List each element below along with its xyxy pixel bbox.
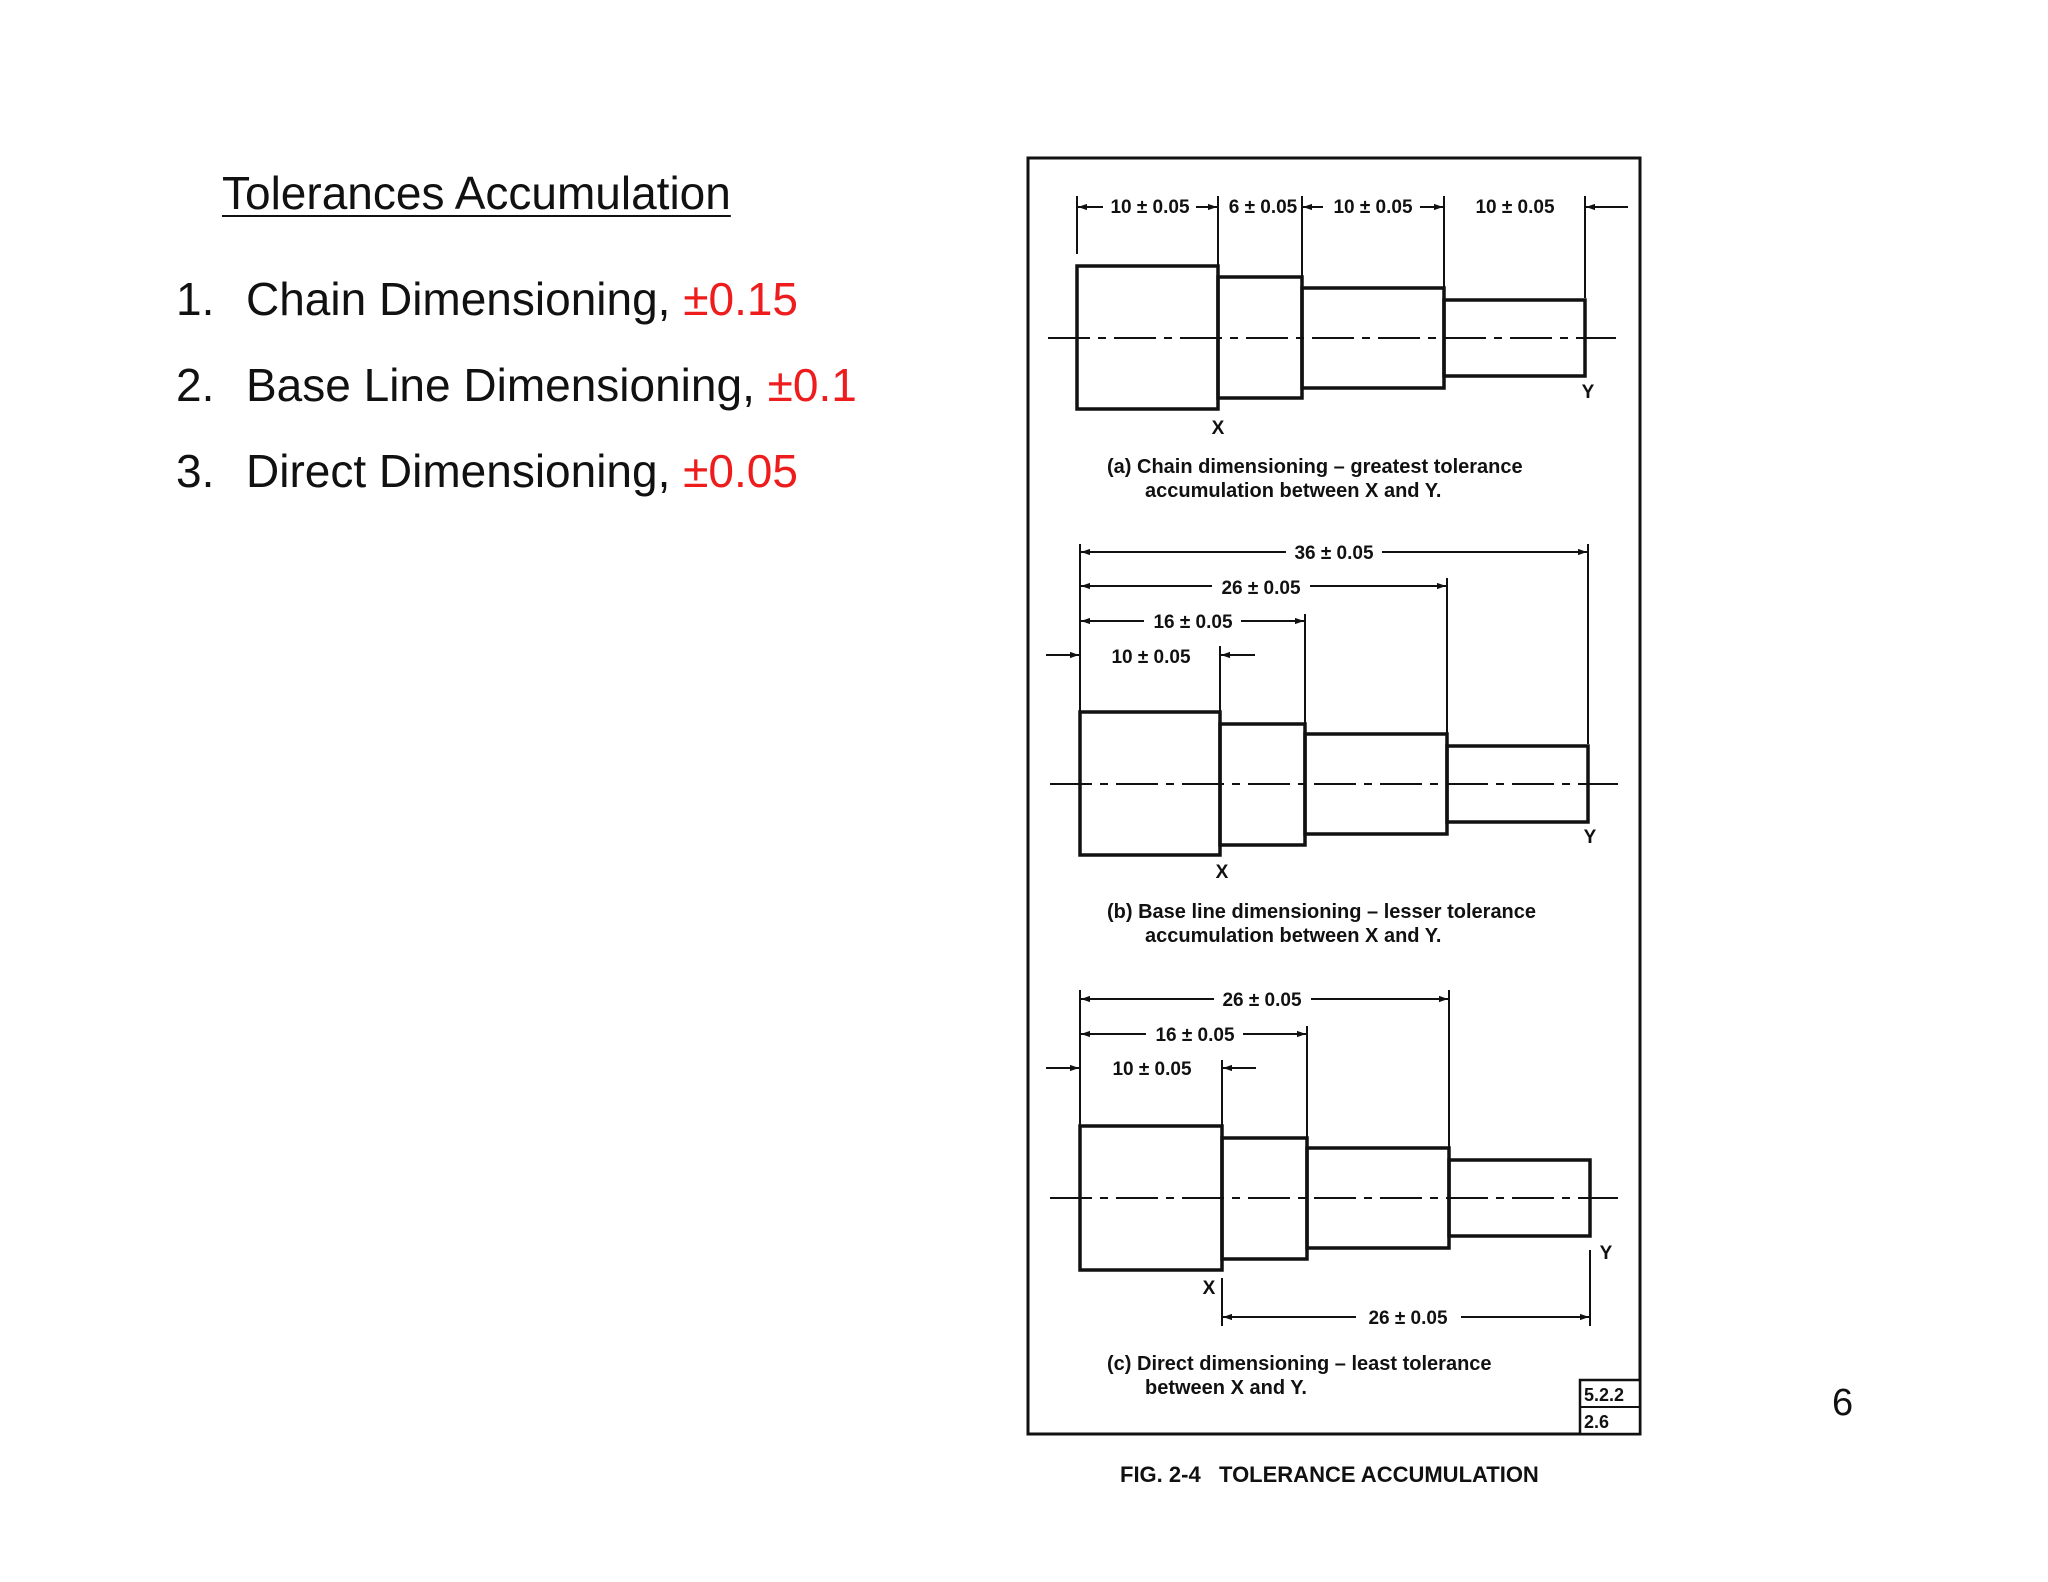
y-label: Y xyxy=(1581,382,1595,403)
panel-b xyxy=(1046,544,1618,855)
slide-title: Tolerances Accumulation xyxy=(222,167,731,219)
caption-line: (a) Chain dimensioning – greatest tolerance xyxy=(1107,456,1523,478)
caption-line: accumulation between X and Y. xyxy=(1145,925,1442,947)
dim-label: 10 ± 0.05 xyxy=(1110,197,1190,218)
reference-box xyxy=(1580,1380,1640,1434)
dim-label: 10 ± 0.05 xyxy=(1333,197,1413,218)
x-label: X xyxy=(1215,862,1229,883)
figure-caption: FIG. 2-4 TOLERANCE ACCUMULATION xyxy=(1120,1462,1539,1487)
panel-c-labels xyxy=(1107,990,1613,1399)
dim-label: 10 ± 0.05 xyxy=(1111,647,1191,668)
item-label: Base Line Dimensioning, xyxy=(246,359,768,411)
item-value: ±0.05 xyxy=(683,445,798,497)
y-label: Y xyxy=(1583,827,1597,848)
dim-label: 26 ± 0.05 xyxy=(1368,1308,1448,1329)
page-number: 6 xyxy=(1832,1382,1854,1424)
x-label: X xyxy=(1211,418,1225,439)
y-label: Y xyxy=(1599,1243,1613,1264)
dimension-arrows xyxy=(1046,552,1587,655)
dim-label: 10 ± 0.05 xyxy=(1112,1059,1192,1080)
caption-line: accumulation between X and Y. xyxy=(1145,480,1442,502)
dim-label: 26 ± 0.05 xyxy=(1221,578,1301,599)
figure-frame xyxy=(1028,158,1640,1434)
dim-label: 36 ± 0.05 xyxy=(1294,543,1374,564)
dim-label: 10 ± 0.05 xyxy=(1475,197,1555,218)
dim-label: 16 ± 0.05 xyxy=(1153,612,1233,633)
item-number: 1. xyxy=(176,273,215,325)
item-value: ±0.1 xyxy=(767,359,857,411)
item-value: ±0.15 xyxy=(683,273,799,325)
panel-a-labels xyxy=(1107,197,1595,502)
panel-a xyxy=(1048,196,1628,409)
dim-label: 26 ± 0.05 xyxy=(1222,990,1302,1011)
caption-line: (c) Direct dimensioning – least tolerance xyxy=(1107,1353,1492,1375)
ref-top: 5.2.2 xyxy=(1584,1385,1625,1405)
x-label: X xyxy=(1202,1278,1216,1299)
dim-label: 16 ± 0.05 xyxy=(1155,1025,1235,1046)
dim-label: 6 ± 0.05 xyxy=(1228,197,1298,218)
item-number: 2. xyxy=(176,359,215,411)
item-label: Direct Dimensioning, xyxy=(246,445,684,497)
extension-lines xyxy=(1080,544,1588,744)
caption-line: between X and Y. xyxy=(1145,1377,1307,1399)
caption-line: (b) Base line dimensioning – lesser tolerance xyxy=(1107,901,1537,923)
item-number: 3. xyxy=(176,445,215,497)
ref-bottom: 2.6 xyxy=(1584,1412,1610,1432)
panel-c xyxy=(1046,990,1618,1326)
item-label: Chain Dimensioning, xyxy=(246,273,684,325)
